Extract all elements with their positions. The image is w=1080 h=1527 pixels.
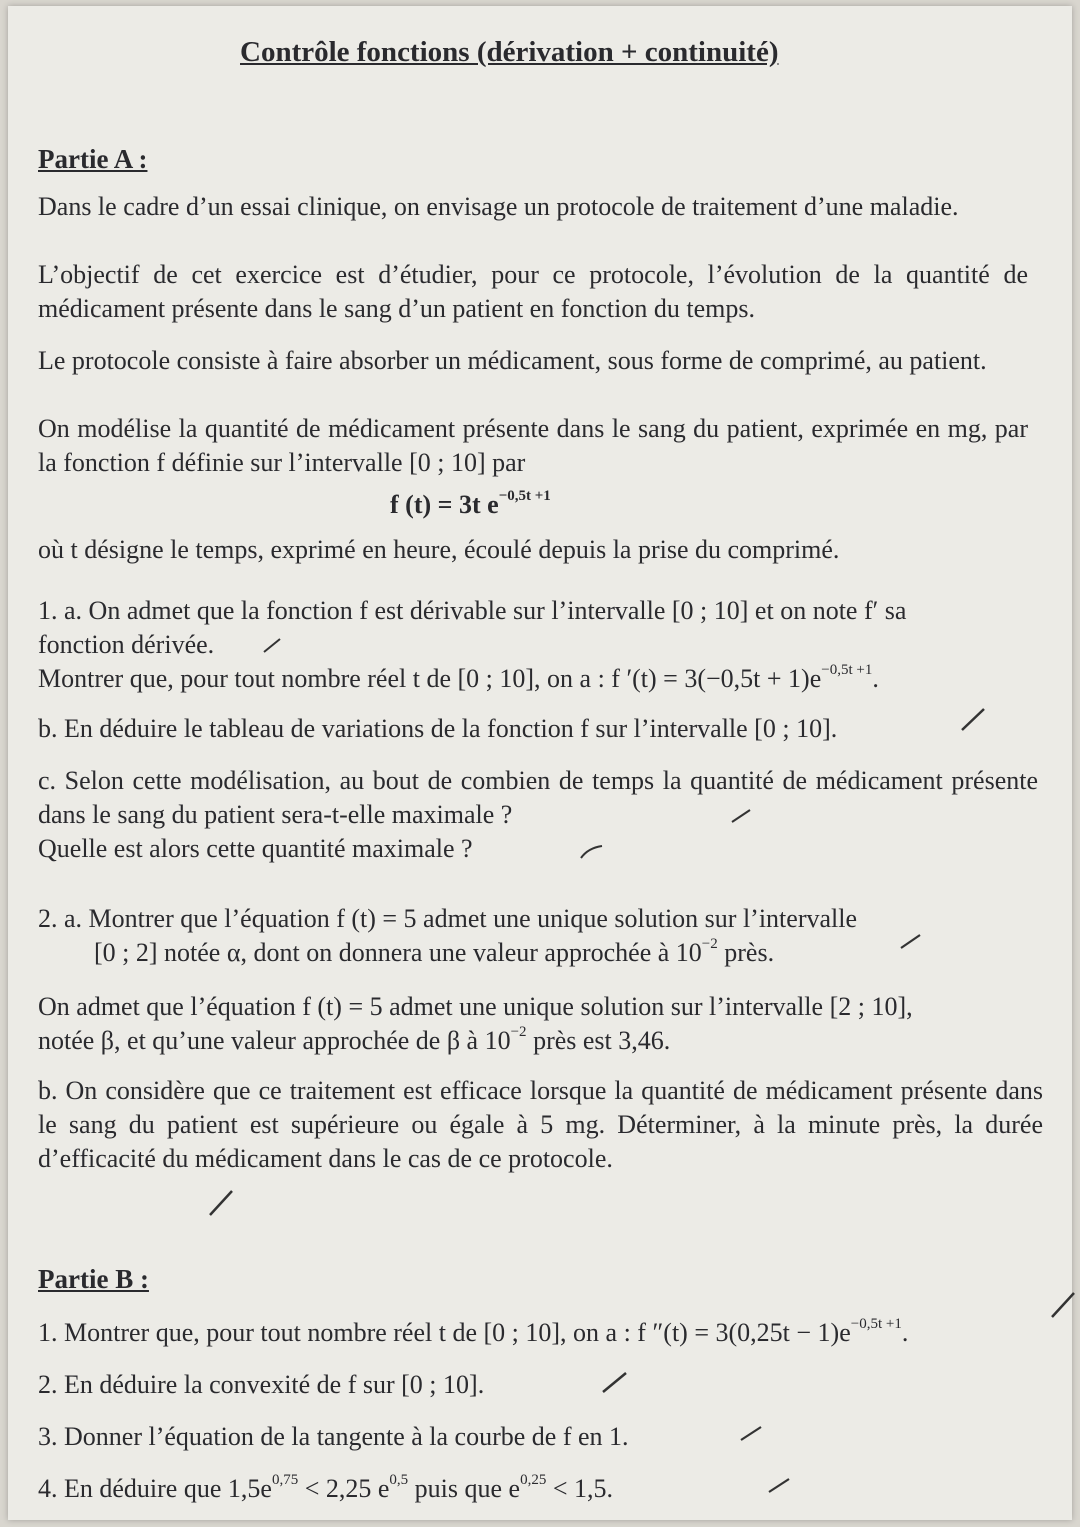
- question-1a-line-3: [38, 662, 879, 696]
- b-q1-end: .: [901, 1318, 909, 1347]
- q1a-exponent: −0,5t +1: [821, 662, 873, 678]
- check-mark-icon: [766, 1476, 792, 1494]
- check-mark-icon: [738, 1424, 764, 1442]
- b-q4-text-d: < 1,5.: [546, 1474, 613, 1503]
- part-b-question-2: 2. En déduire la convexité de f sur [0 ; 10].: [38, 1370, 485, 1399]
- check-mark-icon: [260, 636, 286, 654]
- check-mark-icon: [206, 1188, 236, 1218]
- question-1c-line-2: Quelle est alors cette quantité maximale ?: [38, 834, 473, 863]
- intro-paragraph-3: Le protocole consiste à faire absorber un médicament, sous forme de comprimé, au patient.: [38, 346, 987, 375]
- check-mark-icon: [958, 706, 988, 732]
- formula-base: f (t) = 3t e: [390, 490, 499, 519]
- b-q4-text-a: 4. En déduire que 1,5e: [38, 1474, 272, 1503]
- page-title: Contrôle fonctions (dérivation + continuité): [240, 36, 779, 68]
- question-2a-line-2: [94, 936, 774, 970]
- b-q1-exponent: −0,5t +1: [850, 1316, 902, 1332]
- time-definition: où t désigne le temps, exprimé en heure, écoulé depuis la prise du comprimé.: [38, 535, 840, 564]
- b-q4-text-c: puis que e: [408, 1474, 521, 1503]
- b-q4-exp-3: 0,25: [520, 1472, 547, 1488]
- b-q1-text: 1. Montrer que, pour tout nombre réel t de [0 ; 10], on a : f ″(t) = 3(0,25t − 1)e: [38, 1318, 851, 1347]
- question-2a-line-1: 2. a. Montrer que l’équation f (t) = 5 admet une unique solution sur l’intervalle: [38, 904, 857, 933]
- intro-paragraph-1: Dans le cadre d’un essai clinique, on envisage un protocole de traitement d’une maladie.: [38, 192, 959, 221]
- check-mark-icon: [600, 1370, 630, 1394]
- part-b-question-4: [38, 1472, 613, 1506]
- question-1a-line-2: fonction dérivée.: [38, 630, 215, 659]
- function-formula: [390, 490, 551, 520]
- formula-exponent: −0,5t +1: [498, 488, 551, 504]
- admit-end: près est 3,46.: [526, 1026, 671, 1055]
- admitted-line-2: [38, 1024, 670, 1058]
- admit-exponent: −2: [510, 1024, 527, 1040]
- question-2b: b. On considère que ce traitement est efficace lorsque la quantité de médicament présente dans le sang du patient est supérieure ou égale à 5 mg. Déterminer, à la minute près, la durée d’efficacité du médicament dans le cas de ce protocole.: [38, 1076, 1043, 1173]
- q1a-end: .: [872, 664, 879, 693]
- part-b-question-1: [38, 1316, 908, 1350]
- admitted-line-1: On admet que l’équation f (t) = 5 admet une unique solution sur l’intervalle [2 ; 10],: [38, 992, 913, 1021]
- intro-paragraph-2: L’objectif de cet exercice est d’étudier, pour ce protocole, l’évolution de la quantité de médicament présente dans le sang d’un patient en fonction du temps.: [38, 260, 1028, 323]
- b-q4-exp-2: 0,5: [389, 1472, 409, 1488]
- part-b-question-3: 3. Donner l’équation de la tangente à la courbe de f en 1.: [38, 1422, 629, 1451]
- b-q4-text-b: < 2,25 e: [298, 1474, 390, 1503]
- check-mark-icon: [1048, 1290, 1078, 1320]
- q1a-text: Montrer que, pour tout nombre réel t de [0 ; 10], on a : f ′(t) = 3(−0,5t + 1)e: [38, 664, 822, 693]
- q2a-text: [0 ; 2] notée α, dont on donnera une valeur approchée à 10: [94, 938, 702, 967]
- admit-text: notée β, et qu’une valeur approchée de β à 10: [38, 1026, 511, 1055]
- part-b-heading: Partie B :: [38, 1264, 149, 1294]
- part-a-heading: Partie A :: [38, 144, 148, 174]
- intro-paragraph-4: On modélise la quantité de médicament présente dans le sang du patient, exprimée en mg, par la fonction f définie sur l’intervalle [0 ; 10] par: [38, 414, 1028, 477]
- question-1c: c. Selon cette modélisation, au bout de combien de temps la quantité de médicament présente dans le sang du patient sera-t-elle maximale ?: [38, 766, 1038, 829]
- question-1a-line-1: 1. a. On admet que la fonction f est dérivable sur l’intervalle [0 ; 10] et on note f′ sa: [38, 596, 907, 625]
- q2a-exponent: −2: [701, 936, 718, 952]
- q2a-end: près.: [717, 938, 775, 967]
- worksheet-page: [8, 6, 1072, 1520]
- check-mark-icon: [578, 842, 604, 860]
- check-mark-icon: [728, 806, 754, 824]
- question-1b: b. En déduire le tableau de variations de la fonction f sur l’intervalle [0 ; 10].: [38, 714, 838, 743]
- b-q4-exp-1: 0,75: [271, 1472, 299, 1488]
- check-mark-icon: [898, 932, 924, 950]
